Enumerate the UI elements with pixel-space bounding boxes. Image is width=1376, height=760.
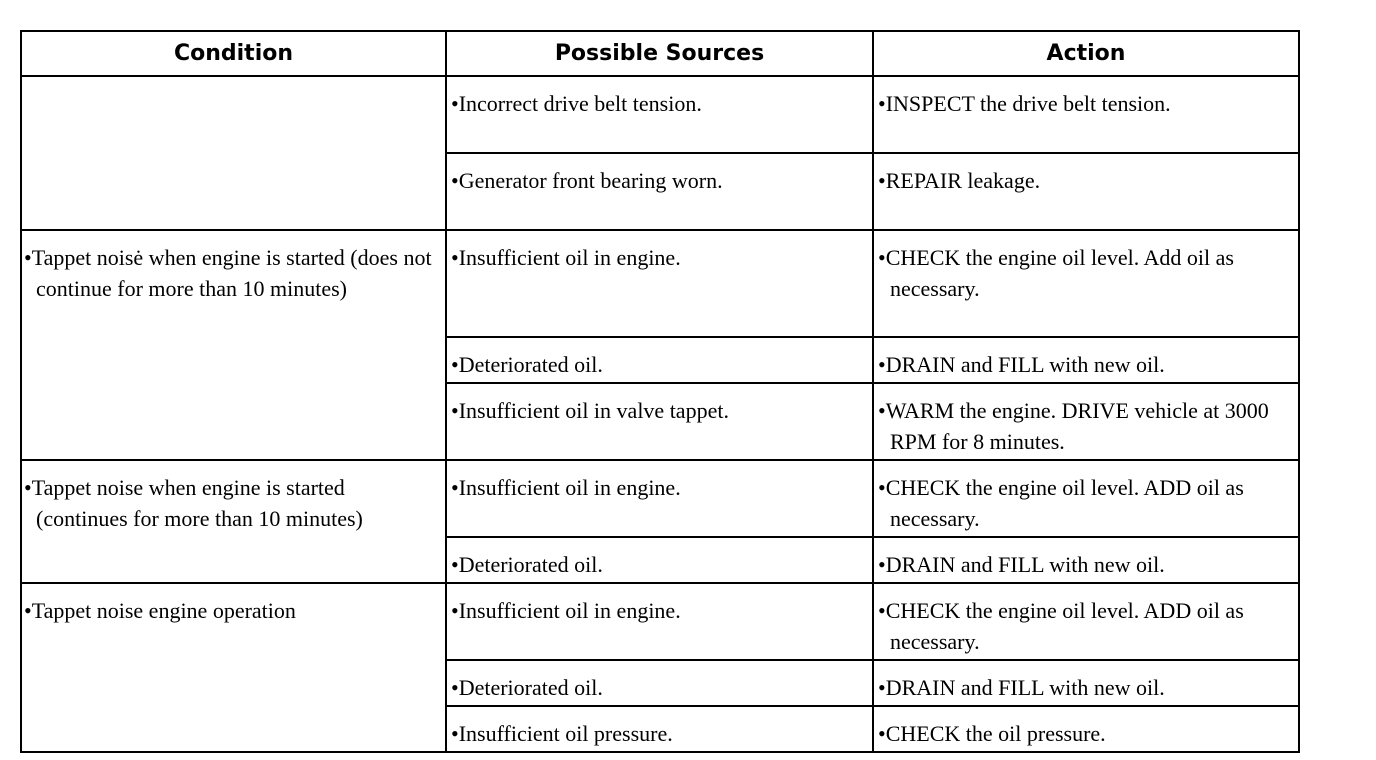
action-cell	[873, 76, 1299, 153]
source-cell	[446, 706, 873, 752]
condition-text: •Tappet noisė when engine is started (does not continue for more than 10 minutes)	[24, 245, 432, 301]
action-text: •CHECK the engine oil level. ADD oil as necessary.	[878, 598, 1244, 654]
source-text: •Deteriorated oil.	[451, 675, 603, 700]
condition-cell	[21, 583, 446, 752]
table-row	[21, 460, 1299, 537]
source-text: •Insufficient oil in engine.	[451, 598, 681, 623]
source-text: •Insufficient oil in engine.	[451, 475, 681, 500]
condition-text: •Tappet noise when engine is started (continues for more than 10 minutes)	[24, 475, 363, 531]
action-cell	[873, 537, 1299, 583]
header-action: Action	[873, 31, 1299, 76]
source-cell	[446, 537, 873, 583]
troubleshooting-table	[20, 30, 1300, 753]
source-text: •Deteriorated oil.	[451, 352, 603, 377]
source-text: •Insufficient oil in engine.	[451, 245, 681, 270]
condition-text: •Tappet noise engine operation	[24, 598, 296, 623]
source-cell	[446, 337, 873, 383]
action-cell	[873, 583, 1299, 660]
action-text: •CHECK the engine oil level. ADD oil as necessary.	[878, 475, 1244, 531]
action-text: •CHECK the engine oil level. Add oil as necessary.	[878, 245, 1234, 301]
condition-cell	[21, 76, 446, 230]
table-row	[21, 583, 1299, 660]
source-text: •Generator front bearing worn.	[451, 168, 723, 193]
source-text: •Insufficient oil in valve tappet.	[451, 398, 729, 423]
header-row	[21, 31, 1299, 76]
table-row	[21, 76, 1299, 153]
action-text: •DRAIN and FILL with new oil.	[878, 675, 1165, 700]
action-cell	[873, 706, 1299, 752]
source-cell	[446, 76, 873, 153]
action-text: •DRAIN and FILL with new oil.	[878, 352, 1165, 377]
source-cell	[446, 153, 873, 230]
source-cell	[446, 230, 873, 337]
header-possible-sources: Possible Sources	[446, 31, 873, 76]
source-text: •Insufficient oil pressure.	[451, 721, 673, 746]
condition-cell	[21, 460, 446, 583]
action-text: •REPAIR leakage.	[878, 168, 1041, 193]
header-condition: Condition	[21, 31, 446, 76]
action-cell	[873, 337, 1299, 383]
table-row	[21, 230, 1299, 337]
source-cell	[446, 460, 873, 537]
source-cell	[446, 583, 873, 660]
action-text: •CHECK the oil pressure.	[878, 721, 1106, 746]
condition-text	[22, 77, 445, 88]
action-cell	[873, 460, 1299, 537]
source-text: •Incorrect drive belt tension.	[451, 91, 702, 116]
source-cell	[446, 660, 873, 706]
action-text: •DRAIN and FILL with new oil.	[878, 552, 1165, 577]
action-cell	[873, 230, 1299, 337]
troubleshooting-sheet	[20, 30, 1298, 753]
action-cell	[873, 660, 1299, 706]
action-cell	[873, 383, 1299, 460]
source-cell	[446, 383, 873, 460]
action-text: •INSPECT the drive belt tension.	[878, 91, 1171, 116]
source-text: •Deteriorated oil.	[451, 552, 603, 577]
action-text: •WARM the engine. DRIVE vehicle at 3000 RPM for 8 minutes.	[878, 398, 1269, 454]
condition-cell	[21, 230, 446, 460]
action-cell	[873, 153, 1299, 230]
